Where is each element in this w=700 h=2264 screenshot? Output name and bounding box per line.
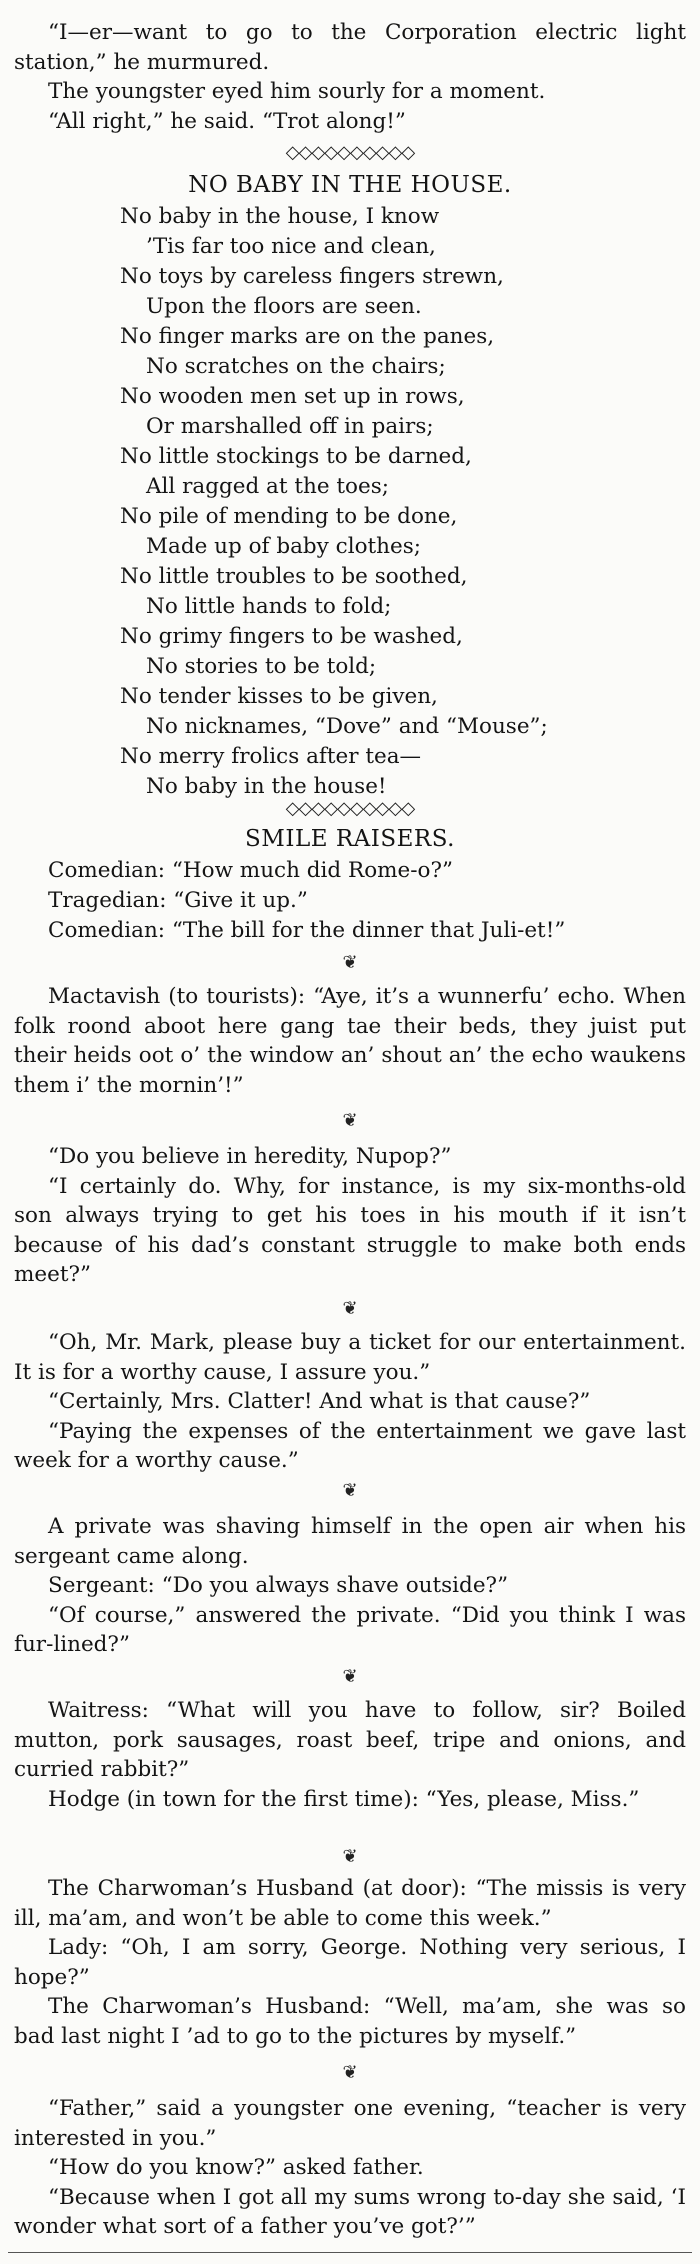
joke-paragraph: “Paying the expenses of the entertainment we gave last week for a worthy cause.”: [14, 1418, 686, 1473]
story-line: “All right,” he said. “Trot along!”: [48, 108, 406, 134]
joke-paragraph: “Oh, Mr. Mark, please buy a ticket for our entertainment. It is for a worthy cause, I assure you.”: [14, 1330, 686, 1385]
joke-item: [14, 1328, 686, 1476]
poem-line: Upon the floors are seen.: [146, 294, 422, 319]
poem-line: No scratches on the chairs;: [146, 354, 446, 379]
poem-line: All ragged at the toes;: [146, 474, 389, 499]
joke-item: [14, 1874, 686, 2051]
joke-item: [14, 1512, 686, 1660]
dialogue-line: Tragedian: “Give it up.”: [48, 888, 308, 913]
fleuron-separator: ❦: [342, 952, 358, 973]
poem-line: No tender kisses to be given,: [120, 684, 438, 709]
poem-line: No nicknames, “Dove” and “Mouse”;: [146, 714, 548, 739]
joke-paragraph: A private was shaving himself in the open air when his sergeant came along.: [14, 1514, 686, 1569]
story-line: “I—er—want to go to the Corporation electric light station,” he murmured.: [14, 20, 686, 75]
poem-line: No baby in the house!: [146, 774, 387, 799]
joke-paragraph: “Father,” said a youngster one evening, “teacher is very interested in you.”: [14, 2096, 686, 2151]
joke-paragraph: Hodge (in town for the first time): “Yes, please, Miss.”: [48, 1786, 640, 1812]
ornament-divider: ◇◇◇◇◇◇◇◇◇◇: [285, 142, 415, 163]
fleuron-separator: ❦: [342, 1298, 358, 1319]
poem-line: No little stockings to be darned,: [120, 444, 472, 469]
joke-paragraph: “Of course,” answered the private. “Did you think I was fur-lined?”: [14, 1602, 686, 1657]
joke-paragraph: “I certainly do. Why, for instance, is my six-months-old son always trying to get his toes in his mouth if it isn’t because of his dad’s constant struggle to make both ends meet?”: [14, 1173, 686, 1287]
joke-paragraph: The Charwoman’s Husband (at door): “The missis is very ill, ma’am, and won’t be able to come this week.”: [14, 1876, 686, 1931]
dialogue-line: Comedian: “How much did Rome-o?”: [48, 858, 453, 883]
poem-line: Or marshalled off in pairs;: [146, 414, 434, 439]
poem-line: No grimy fingers to be washed,: [120, 624, 463, 649]
joke-item: [14, 1142, 686, 1290]
joke-paragraph: Lady: “Oh, I am sorry, George. Nothing very serious, I hope?”: [14, 1935, 686, 1990]
joke-paragraph: “How do you know?” asked father.: [48, 2155, 424, 2180]
poem-body: [120, 202, 640, 802]
poem-line: No toys by careless fingers strewn,: [120, 264, 504, 289]
fleuron-separator: ❦: [342, 1666, 358, 1687]
fleuron-separator: ❦: [342, 1846, 358, 1867]
poem-line: No little hands to fold;: [146, 594, 392, 619]
joke-paragraph: “Do you believe in heredity, Nupop?”: [48, 1144, 452, 1169]
dialogue-line: Comedian: “The bill for the dinner that Juli-et!”: [48, 918, 566, 943]
fleuron-separator: ❦: [342, 1110, 358, 1131]
poem-line: Made up of baby clothes;: [146, 534, 422, 559]
poem-line: No pile of mending to be done,: [120, 504, 458, 529]
joke-item: [14, 1696, 686, 1814]
joke-item: [14, 982, 686, 1100]
joke-paragraph: “Because when I got all my sums wrong to-day she said, ‘I wonder what sort of a father you’ve got?’”: [14, 2184, 686, 2239]
ornament-divider: ◇◇◇◇◇◇◇◇◇◇: [285, 798, 415, 819]
joke-paragraph: Waitress: “What will you have to follow, sir? Boiled mutton, pork sausages, roast beef, tripe and onions, and curried rabbit?”: [14, 1698, 686, 1782]
joke-paragraph: Sergeant: “Do you always shave outside?”: [48, 1573, 509, 1598]
joke-paragraph: The Charwoman’s Husband: “Well, ma’am, she was so bad last night I ’ad to go to the pictures by myself.”: [14, 1994, 686, 2049]
story-fragment: [14, 18, 686, 136]
poem-line: No little troubles to be soothed,: [120, 564, 468, 589]
poem-line: No merry frolics after tea—: [120, 744, 422, 769]
bottom-rule: [8, 2252, 692, 2253]
poem-line: No finger marks are on the panes,: [120, 324, 495, 349]
poem-line: No baby in the house, I know: [120, 204, 440, 229]
poem-title: NO BABY IN THE HOUSE.: [188, 172, 512, 198]
joke-paragraph: Mactavish (to tourists): “Aye, it’s a wunnerfu’ echo. When folk roond aboot here gang tae their beds, they juist put their heids oot o’ the window an’ shout an’ the echo waukens them i’ the mornin’!”: [14, 984, 686, 1098]
story-line: The youngster eyed him sourly for a moment.: [48, 79, 546, 104]
poem-line: No wooden men set up in rows,: [120, 384, 465, 409]
section-title: SMILE RAISERS.: [245, 826, 455, 852]
poem-line: ’Tis far too nice and clean,: [146, 234, 436, 259]
joke-paragraph: “Certainly, Mrs. Clatter! And what is that cause?”: [48, 1389, 591, 1414]
fleuron-separator: ❦: [342, 1480, 358, 1501]
fleuron-separator: ❦: [342, 2062, 358, 2083]
poem-line: No stories to be told;: [146, 654, 377, 679]
joke-item: [14, 2094, 686, 2242]
comedian-dialogue: [48, 856, 688, 946]
